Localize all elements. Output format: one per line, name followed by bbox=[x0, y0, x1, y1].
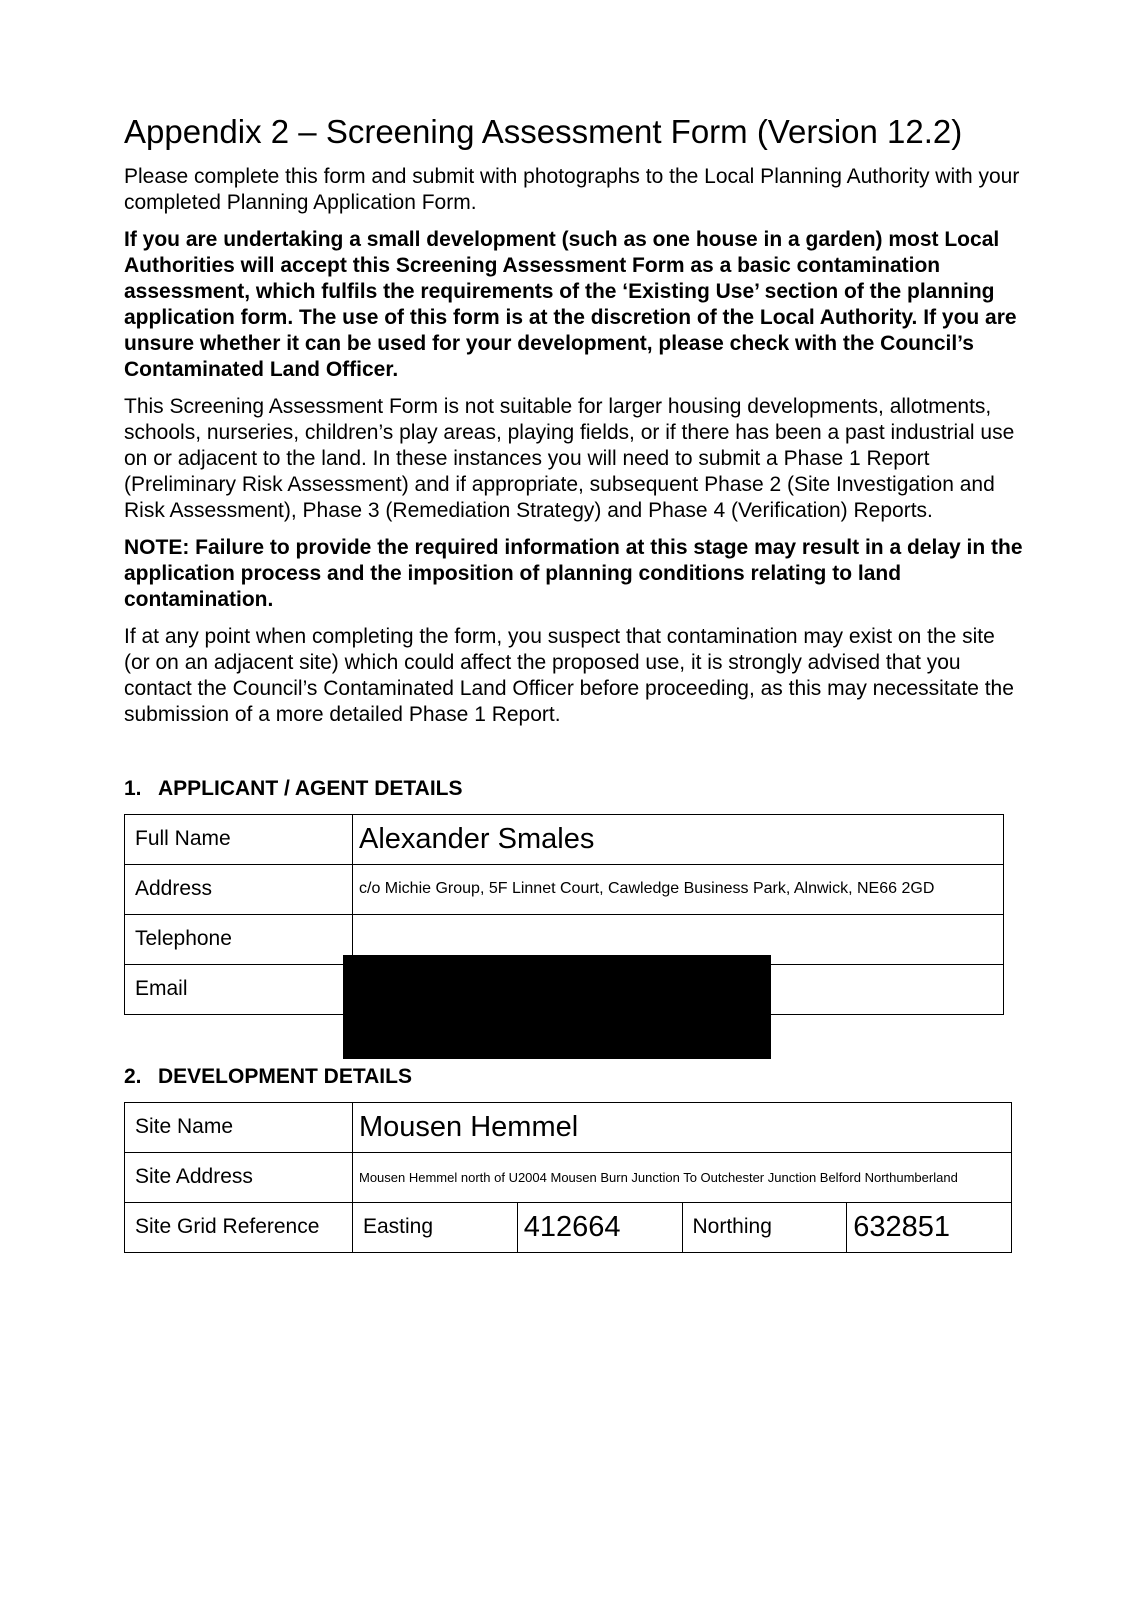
site-name-label: Site Name bbox=[125, 1102, 353, 1152]
redaction-block bbox=[343, 955, 771, 1059]
advice-paragraph: If at any point when completing the form, you suspect that contamination may exist on the site (or on an adjacent site) which could affect the proposed use, it is strongly advised that you contact the Council’s Contaminated Land Officer before proceeding, as this may necessitate the submission of a more detailed Phase 1 Report. bbox=[124, 624, 1014, 726]
section1-number: 1. bbox=[124, 776, 142, 800]
table-row bbox=[125, 814, 1004, 864]
table-row bbox=[125, 1152, 1012, 1202]
suitability-paragraph: This Screening Assessment Form is not suitable for larger housing developments, allotments, schools, nurseries, children’s play areas, playing fields, or if there has been a past industrial use on or adjacent to the land. In these instances you will need to submit a Phase 1 Report (Preliminary Risk Assessment) and if appropriate, subsequent Phase 2 (Site Investigation and Risk Assessment), Phase 3 (Remediation Strategy) and Phase 4 (Verification) Reports. bbox=[124, 394, 1015, 522]
grid-reference-label: Site Grid Reference bbox=[125, 1202, 353, 1252]
full-name-label: Full Name bbox=[125, 814, 353, 864]
northing-label: Northing bbox=[682, 1202, 847, 1252]
site-name-field[interactable]: Mousen Hemmel bbox=[353, 1102, 1012, 1152]
site-address-label: Site Address bbox=[125, 1152, 353, 1202]
section1-title: APPLICANT / AGENT DETAILS bbox=[158, 776, 463, 800]
address-field[interactable]: c/o Michie Group, 5F Linnet Court, Cawledge Business Park, Alnwick, NE66 2GD bbox=[353, 864, 1004, 914]
table-row bbox=[125, 1102, 1012, 1152]
northing-field[interactable]: 632851 bbox=[847, 1202, 1012, 1252]
easting-field[interactable]: 412664 bbox=[517, 1202, 682, 1252]
easting-label: Easting bbox=[353, 1202, 518, 1252]
section1-heading bbox=[124, 777, 1024, 801]
development-details-table bbox=[124, 1102, 1012, 1253]
section2-heading bbox=[124, 1065, 1024, 1089]
table-row bbox=[125, 864, 1004, 914]
section2-title: DEVELOPMENT DETAILS bbox=[158, 1064, 412, 1088]
email-label: Email bbox=[125, 964, 353, 1014]
intro-paragraph: Please complete this form and submit with photographs to the Local Planning Authority with your completed Planning Application Form. bbox=[124, 164, 1020, 214]
table-row bbox=[125, 1202, 1012, 1252]
page-title: Appendix 2 – Screening Assessment Form (Version 12.2) bbox=[124, 113, 963, 150]
section2-number: 2. bbox=[124, 1064, 142, 1088]
note-paragraph: NOTE: Failure to provide the required information at this stage may result in a delay in the application process and the imposition of planning conditions relating to land contamination. bbox=[124, 535, 1023, 611]
form-page bbox=[124, 112, 1024, 1253]
full-name-field[interactable]: Alexander Smales bbox=[353, 814, 1004, 864]
address-label: Address bbox=[125, 864, 353, 914]
site-address-field[interactable]: Mousen Hemmel north of U2004 Mousen Burn Junction To Outchester Junction Belford Northumberland bbox=[353, 1152, 1012, 1202]
bold-notice: If you are undertaking a small development (such as one house in a garden) most Local Authorities will accept this Screening Assessment Form as a basic contamination assessment, which fulfils the requirements of the ‘Existing Use’ section of the planning application form. The use of this form is at the discretion of the Local Authority. If you are unsure whether it can be used for your development, please check with the Council’s Contaminated Land Officer. bbox=[124, 227, 1017, 381]
telephone-label: Telephone bbox=[125, 914, 353, 964]
